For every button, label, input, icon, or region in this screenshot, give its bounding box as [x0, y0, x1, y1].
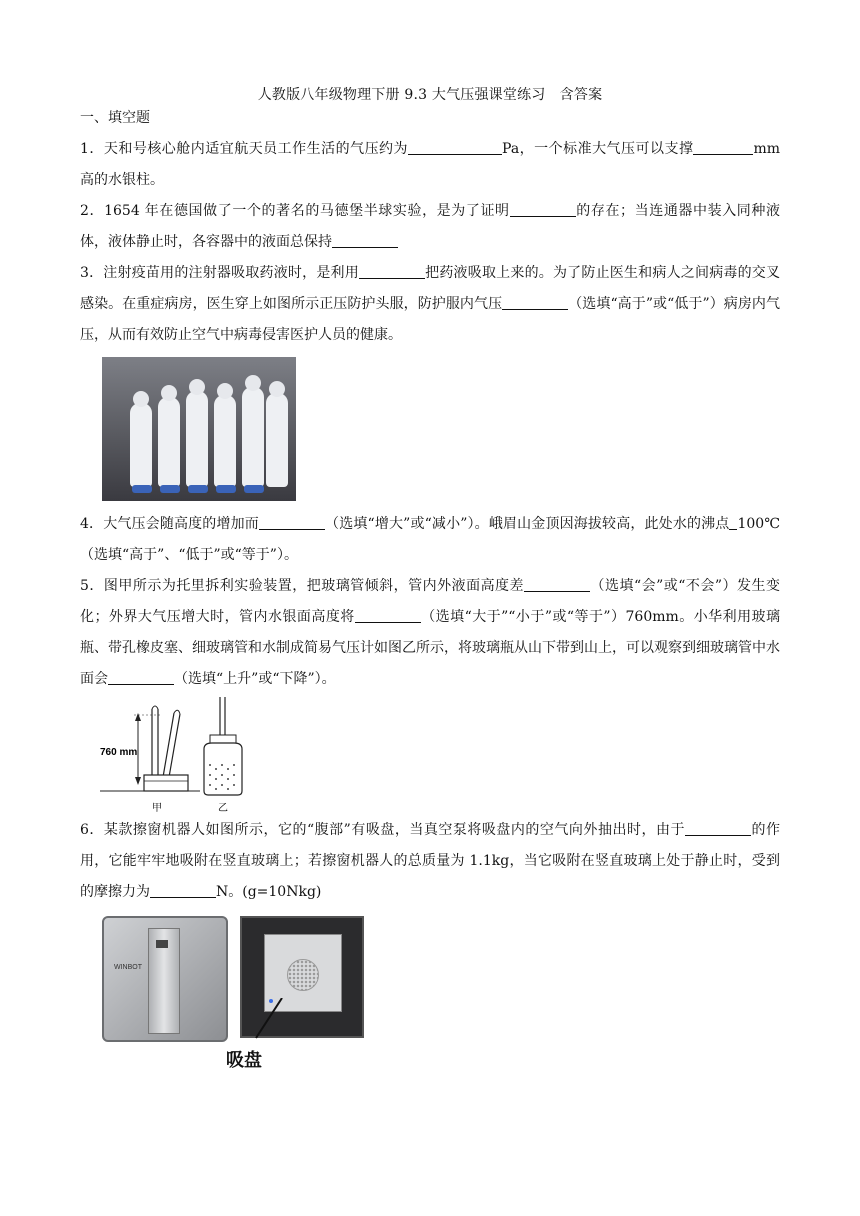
q4-text-b: （选填“增大”或“减小”）。峨眉山金顶因海拔较高，此处水的沸点	[324, 516, 730, 532]
q6-blank-2	[150, 883, 216, 898]
q2-blank-2	[332, 233, 398, 248]
figure-person	[186, 391, 208, 487]
question-4	[80, 509, 780, 571]
vent-grille	[287, 959, 319, 991]
question-5	[80, 571, 780, 695]
q6-text-a: 6．某款擦窗机器人如图所示，它的“腹部”有吸盘，当真空泵将吸盘内的空气向外抽出时，由于	[80, 822, 685, 838]
shoe-cover	[160, 485, 180, 493]
robot-bottom-image	[240, 916, 364, 1038]
q1-blank-2	[693, 140, 753, 155]
q5-text-b: （选填“会”或“不会”）发生变化；外界大气压增大时，管内水银面高度将	[80, 578, 780, 625]
q2-text-a: 2．1654 年在德国做了一个的著名的马德堡半球实验，是为了证明	[80, 203, 510, 219]
q1-text-c: mm 高的水银柱。	[80, 141, 781, 188]
q3-text-b: 把药液吸取上来的。为了防止医生和病人之间病毒的交叉感染。在重症病房，医生穿上如图所示正压防护头服，防护服内气压	[80, 265, 781, 312]
barometer-diagram	[100, 695, 280, 815]
height-label: 760 mm	[100, 747, 138, 758]
q3-blank-2	[502, 295, 568, 310]
figure-person	[130, 403, 152, 487]
q5-text-a: 5．图甲所示为托里拆利实验装置，把玻璃管倾斜，管内外液面高度差	[80, 578, 525, 594]
shoe-cover	[132, 485, 152, 493]
question-2	[80, 196, 780, 258]
figure-person	[242, 387, 264, 487]
shoe-cover	[216, 485, 236, 493]
label-jia: 甲	[152, 803, 162, 814]
label-yi: 乙	[218, 803, 228, 814]
q6-blank-1	[685, 821, 751, 836]
question-3	[80, 258, 780, 351]
section-heading: 一、填空题	[80, 110, 150, 126]
q4-text-a: 4．大气压会随高度的增加而	[80, 516, 259, 532]
q6-text-b: 的作用，它能牢牢地吸附在竖直玻璃上；若擦窗机器人的总质量为 1.1kg，当它吸附在竖直玻璃上处于静止时，受到的摩擦力为	[80, 822, 780, 900]
q5-text-d: （选填“上升”或“下降”）。	[174, 671, 336, 687]
robot-front-image	[102, 916, 228, 1042]
q3-text-c: （选填“高于”或“低于”）病房内气压，从而有效防止空气中病毒侵害医护人员的健康。	[80, 296, 780, 343]
pointer-line	[242, 998, 302, 1058]
figure-person	[266, 393, 288, 487]
q3-text-a: 3．注射疫苗用的注射器吸取药液时，是利用	[80, 265, 359, 281]
q4-blank-1	[259, 515, 325, 530]
figure-person	[158, 397, 180, 487]
q5-blank-3	[108, 670, 174, 685]
q5-blank-2	[355, 608, 421, 623]
q1-blank-1	[408, 140, 502, 155]
barometer-svg	[100, 695, 280, 815]
worksheet	[80, 84, 780, 1072]
protective-suit-photo	[102, 357, 296, 501]
q1-text-a: 1．天和号核心舱内适宜航天员工作生活的气压约为	[80, 141, 409, 157]
shoe-cover	[244, 485, 264, 493]
window-robot-figure	[102, 916, 780, 1042]
robot-brand: WINBOT	[114, 964, 142, 971]
suction-cup-label: 吸盘	[226, 1050, 262, 1071]
question-6	[80, 815, 780, 908]
page-title: 人教版八年级物理下册 9.3 大气压强课堂练习 含答案	[257, 87, 603, 103]
q5-blank-1	[524, 577, 590, 592]
q2-blank-1	[510, 202, 576, 217]
q6-text-c: N。(g=10Nkg)	[216, 884, 322, 900]
q3-blank-1	[359, 264, 425, 279]
robot-button	[156, 940, 168, 948]
figure-person	[214, 395, 236, 487]
question-1	[80, 134, 780, 196]
shoe-cover	[188, 485, 208, 493]
q2-text-b: 的存在；当连通器中装入同种液体，液体静止时，各容器中的液面总保持	[80, 203, 780, 250]
q1-text-b: Pa，一个标准大气压可以支撑	[502, 141, 694, 157]
q5-text-c: （选填“大于”“小于”或“等于”）760mm。小华利用玻璃瓶、带孔橡皮塞、细玻璃管和水制成简易气压计如图乙所示，将玻璃瓶从山下带到山上，可以观察到细玻璃管中水面会	[80, 609, 781, 687]
q4-text-c: 100℃（选填“高于”、“低于”或“等于”）。	[80, 516, 780, 563]
